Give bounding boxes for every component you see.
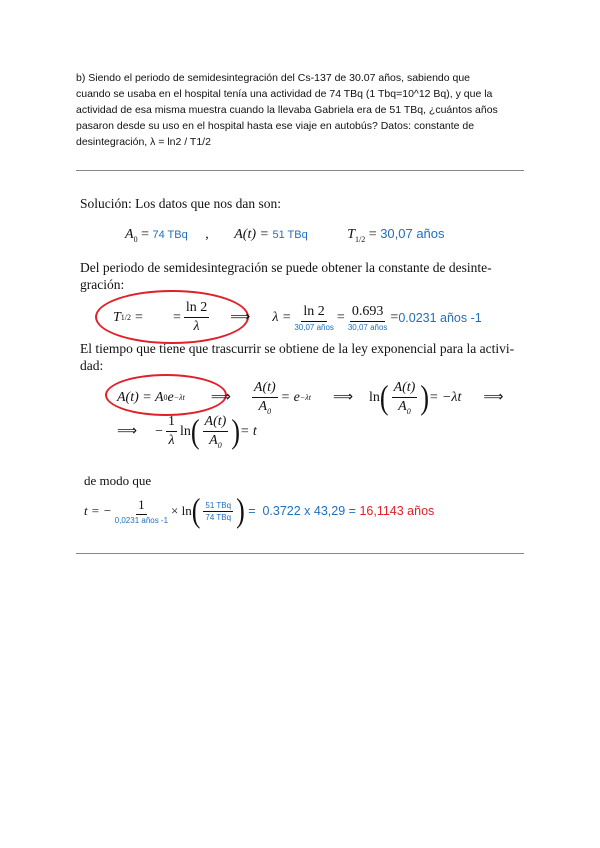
one-over-lambda — [166, 414, 177, 449]
a0-value: 74 TBq — [152, 229, 188, 241]
a0-symbol: A — [125, 227, 134, 242]
paren-open-3: ( — [191, 491, 201, 530]
final-result: 16,1143 años — [359, 504, 435, 518]
solve-t-row — [117, 414, 257, 450]
t12-eq-symbol: T — [113, 309, 121, 325]
at-over-a0-3 — [203, 414, 229, 450]
frac-a0-subscript-2: 0 — [406, 406, 411, 416]
divider-top — [76, 170, 524, 171]
implies-arrow-5: ⟹ — [117, 424, 138, 440]
frac-a0-3 — [209, 432, 222, 450]
lambda-eq: λ = — [272, 309, 292, 325]
t12-symbol: T — [347, 227, 356, 242]
frac2-numerator: 51 TBq — [205, 500, 232, 510]
minus-sign: − — [155, 423, 163, 439]
at-symbol: A(t) = — [234, 227, 273, 242]
paren-open-2: ( — [190, 412, 200, 451]
eq-sign-2: = — [336, 309, 345, 325]
eq-t: = t — [239, 423, 257, 439]
eq-e-exponent: −λt — [299, 393, 311, 403]
t12-subscript: 1/2 — [355, 234, 366, 244]
frac-at-3: A(t) — [203, 414, 229, 432]
question-line-1: b) Siendo el periodo de semidesintegración del Cs-137 de 30.07 años, sabiendo que — [76, 72, 471, 84]
implies-arrow-3: ⟹ — [332, 390, 354, 406]
lambda-denominator-2: λ — [168, 433, 175, 449]
frac-a0-subscript-3: 0 — [217, 440, 222, 450]
lambda-denominator: λ — [193, 319, 200, 334]
given-data-row — [125, 226, 445, 244]
at-over-a0 — [252, 380, 278, 416]
one-over-lambda-value — [115, 497, 168, 525]
times-ln: × ln — [171, 503, 192, 518]
period-denominator-2: 30,07 años — [347, 322, 388, 332]
exp-law-exponent: −λt — [173, 393, 185, 403]
period-denominator-1: 30,07 años — [294, 322, 334, 332]
question-line-3: actividad de esa misma muestra cuando la llevaba Gabriela era de 51 TBq, ¿cuántos años — [76, 104, 498, 116]
question-line-4: pasaron desde su uso en el hospital hasta ese viaje en autobús? Datos: constante de — [76, 120, 475, 132]
t12-eq-subscript: 1/2 — [120, 313, 132, 322]
frac1-denominator: 0,0231 años -1 — [114, 516, 169, 525]
implies-arrow-2: ⟹ — [210, 390, 231, 406]
ln-2: ln — [179, 423, 191, 439]
value-over-period — [348, 304, 388, 332]
calc-middle: = 0.3722 x 43,29 = — [244, 504, 360, 518]
frac-a0-letter: A — [258, 399, 268, 414]
paren-open-1: ( — [379, 378, 389, 417]
ln2-numerator-2: ln 2 — [301, 304, 326, 322]
a0-subscript: 0 — [133, 234, 138, 244]
frac-a0-letter-2: A — [398, 399, 407, 414]
comma: , — [205, 227, 209, 242]
exponential-law-row — [117, 380, 503, 416]
exp-law-subscript: 0 — [163, 393, 168, 403]
ln-1: ln — [369, 389, 380, 405]
eq-sign-3: = — [390, 309, 399, 325]
solution-intro: Solución: Los datos que nos dan son: — [80, 196, 281, 211]
paren-close-3: ) — [236, 491, 245, 530]
t12-value: 30,07 años — [380, 226, 445, 241]
frac-at-2: A(t) — [392, 380, 418, 398]
implies-arrow-1: ⟹ — [230, 310, 251, 325]
periodo-text — [80, 259, 525, 293]
t12-lambda-equation — [113, 300, 482, 335]
tiempo-text — [80, 340, 525, 374]
a0-eq: = — [137, 227, 153, 242]
question-line-2: cuando se usaba en el hospital tenía una actividad de 74 TBq (1 Tbq=10^12 Bq), y que la — [76, 88, 493, 100]
frac2-denominator: 74 TBq — [205, 512, 232, 522]
ln2-numerator: ln 2 — [184, 300, 209, 318]
exp-law-e: e — [167, 389, 174, 405]
t-eq: t = − — [84, 503, 112, 518]
tiempo-text-line-2: dad: — [80, 358, 104, 373]
activity-ratio — [203, 501, 233, 522]
frac-a0 — [259, 398, 272, 416]
frac-a0-letter-3: A — [209, 433, 218, 448]
de-modo-que: de modo que — [84, 473, 152, 488]
at-over-a0-2 — [392, 380, 418, 416]
frac-a0-subscript: 0 — [267, 406, 272, 416]
frac-a0-2 — [398, 398, 411, 416]
value-0693: 0.693 — [350, 304, 386, 322]
ln2-over-period — [294, 304, 334, 332]
periodo-text-line-1: Del periodo de semidesintegración se puede obtener la constante de desinte- — [80, 260, 492, 275]
frac-at: A(t) — [252, 380, 278, 398]
periodo-text-line-2: gración: — [80, 277, 125, 292]
paren-close-2: ) — [231, 412, 240, 451]
question-text — [76, 70, 524, 150]
eq-e: = e — [280, 389, 300, 405]
at-value: 51 TBq — [272, 229, 308, 241]
paren-close-1: ) — [420, 378, 430, 417]
lambda-value: 0.0231 años -1 — [398, 310, 482, 325]
minus-lambda-t: = −λt — [429, 389, 462, 405]
one-numerator: 1 — [166, 414, 177, 432]
final-calculation-row — [84, 491, 435, 530]
frac1-numerator: 1 — [136, 497, 147, 515]
t12-eq-sign: = — [135, 309, 143, 325]
question-line-5: desintegración, λ = ln2 / T1/2 — [76, 136, 211, 148]
ln2-over-lambda — [184, 300, 209, 335]
implies-arrow-4: ⟹ — [483, 390, 504, 406]
t12-eq-sign-2: = — [172, 309, 181, 325]
tiempo-text-line-1: El tiempo que tiene que trascurrir se obtiene de la ley exponencial para la activi- — [80, 341, 515, 356]
divider-bottom — [76, 553, 524, 554]
t12-eq: = — [365, 227, 381, 242]
exp-law-left: A(t) = A — [117, 389, 164, 405]
